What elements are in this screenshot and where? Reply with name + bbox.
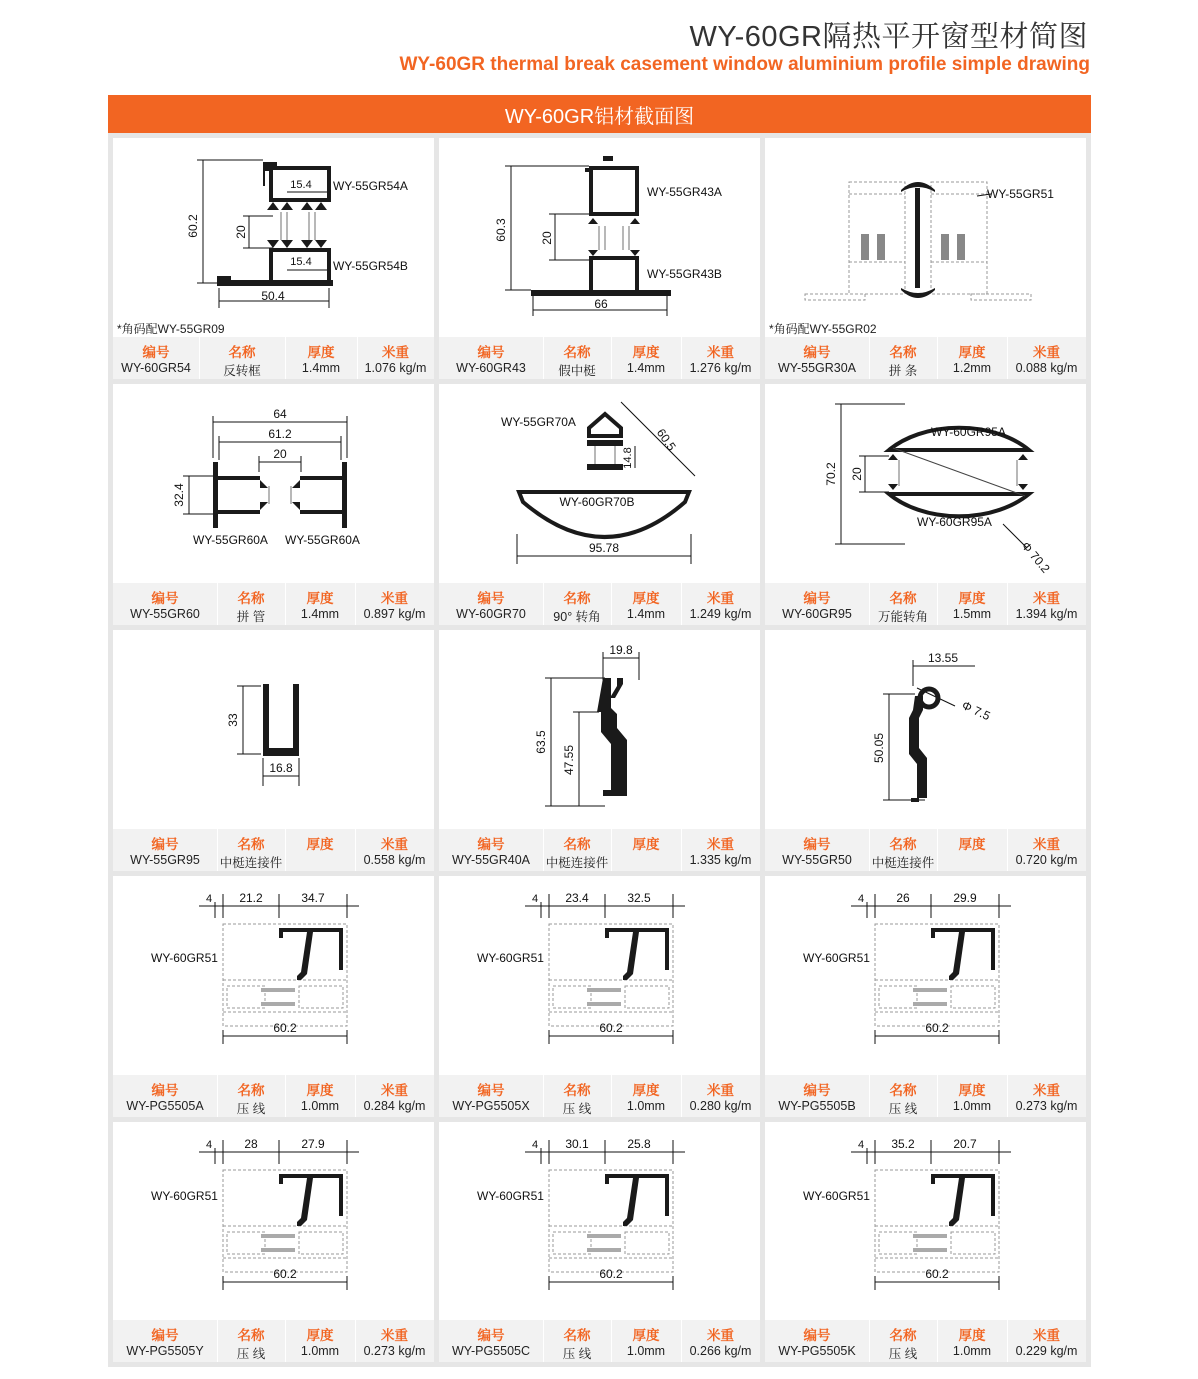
value-weight: 0.280 kg/m <box>689 1099 752 1113</box>
value-code: WY-60GR54 <box>121 361 191 375</box>
value-thickness: 1.2mm <box>952 361 992 375</box>
dim-label: 4 <box>857 1139 865 1151</box>
header-thickness: 厚度 <box>958 837 986 852</box>
part-label: WY-55GR70A <box>501 415 576 429</box>
value-code: WY-55GR95 <box>130 853 200 867</box>
value-weight: 0.284 kg/m <box>363 1099 426 1113</box>
header-thickness: 厚度 <box>307 345 335 360</box>
value-weight: 1.276 kg/m <box>689 361 752 375</box>
header-weight: 米重 <box>381 1328 408 1343</box>
spec-table <box>113 337 434 379</box>
spec-table <box>113 1075 434 1117</box>
header-code: 编号 <box>803 345 831 360</box>
spec-table <box>765 829 1086 871</box>
header-thickness: 厚度 <box>958 591 986 606</box>
dim-label: 66 <box>594 297 608 311</box>
value-weight: 0.897 kg/m <box>363 607 426 621</box>
dim-label: 15.4 <box>290 179 312 191</box>
dim-label: 26 <box>896 891 910 905</box>
header-code: 编号 <box>477 1083 505 1098</box>
dim-label: 13.55 <box>927 651 959 665</box>
spec-table <box>439 337 760 379</box>
value-thickness: 1.4mm <box>301 361 341 375</box>
dim-label: 47.55 <box>562 744 576 776</box>
header-weight: 米重 <box>1033 837 1060 852</box>
header-code: 编号 <box>151 1083 179 1098</box>
header-weight: 米重 <box>1033 345 1060 360</box>
page-subtitle: WY-60GR thermal break casement window aluminium profile simple drawing <box>399 54 1090 75</box>
value-name: 拼 管 <box>236 610 266 624</box>
dim-label: 50.4 <box>261 289 285 303</box>
dim-label: 64 <box>273 407 287 421</box>
dim-label: Φ 70.2 <box>1018 538 1053 576</box>
value-thickness: 1.5mm <box>952 607 992 621</box>
header-code: 编号 <box>477 837 505 852</box>
dim-label: 20 <box>540 231 554 245</box>
value-code: WY-PG5505X <box>452 1099 530 1113</box>
header-weight: 米重 <box>381 591 408 606</box>
part-label: WY-55GR54B <box>333 259 408 273</box>
dim-label: 60.2 <box>599 1021 623 1035</box>
header-weight: 米重 <box>707 1328 734 1343</box>
dim-label: Φ 7.5 <box>959 698 993 724</box>
value-name: 压 线 <box>562 1347 592 1361</box>
dim-label: 14.8 <box>622 447 634 469</box>
part-label: WY-55GR43B <box>647 267 722 281</box>
header-thickness: 厚度 <box>958 1083 986 1098</box>
page-title: WY-60GR隔热平开窗型材简图 <box>689 21 1088 53</box>
header-name: 名称 <box>563 837 591 852</box>
dim-label: 60.2 <box>273 1267 297 1281</box>
dim-label: 25.8 <box>627 1137 651 1151</box>
dim-label: 4 <box>531 1139 539 1151</box>
value-name: 中梃连接件 <box>219 856 283 870</box>
header-code: 编号 <box>151 837 179 852</box>
header-name: 名称 <box>237 1083 265 1098</box>
spec-table <box>113 829 434 871</box>
profile-card <box>765 630 1086 871</box>
header-code: 编号 <box>477 591 505 606</box>
value-weight: 0.558 kg/m <box>363 853 426 867</box>
profile-card <box>113 138 434 379</box>
part-label: WY-60GR51 <box>803 1189 870 1203</box>
value-name: 压 线 <box>888 1347 918 1361</box>
value-thickness: 1.0mm <box>300 1099 340 1113</box>
part-label: WY-55GR43A <box>647 185 722 199</box>
header-thickness: 厚度 <box>632 837 660 852</box>
header-weight: 米重 <box>1033 591 1060 606</box>
profile-card <box>439 1122 760 1362</box>
header-thickness: 厚度 <box>632 345 660 360</box>
dim-label: 20.7 <box>953 1137 977 1151</box>
value-code: WY-55GR40A <box>451 853 531 867</box>
header-name: 名称 <box>237 591 265 606</box>
section-banner: WY-60GR铝材截面图 <box>108 95 1091 133</box>
header-weight: 米重 <box>707 591 734 606</box>
header-name: 名称 <box>889 1083 917 1098</box>
header-thickness: 厚度 <box>958 345 986 360</box>
dim-label: 60.3 <box>494 218 508 242</box>
dim-label: 70.2 <box>824 462 838 486</box>
dim-label: 60.2 <box>273 1021 297 1035</box>
value-name: 中梃连接件 <box>871 856 935 870</box>
dim-label: 35.2 <box>891 1137 915 1151</box>
value-name: 90° 转角 <box>553 610 601 624</box>
corner-note: *角码配WY-55GR02 <box>769 322 877 336</box>
value-thickness: 1.0mm <box>952 1099 992 1113</box>
dim-label: 4 <box>531 893 539 905</box>
header-code: 编号 <box>803 1328 831 1343</box>
part-label: WY-60GR51 <box>151 951 218 965</box>
header-name: 名称 <box>563 1328 591 1343</box>
value-name: 万能转角 <box>877 610 928 624</box>
profile-card <box>113 630 434 871</box>
value-code: WY-55GR50 <box>782 853 852 867</box>
header-name: 名称 <box>237 1328 265 1343</box>
value-weight: 1.394 kg/m <box>1015 607 1078 621</box>
dim-label: 60.2 <box>925 1267 949 1281</box>
header-code: 编号 <box>477 345 505 360</box>
dim-label: 16.8 <box>269 761 293 775</box>
spec-table <box>765 1320 1086 1362</box>
value-code: WY-55GR30A <box>777 361 857 375</box>
dim-label: 60.2 <box>599 1267 623 1281</box>
value-name: 反转框 <box>223 364 261 378</box>
value-weight: 0.088 kg/m <box>1015 361 1078 375</box>
dim-label: 60.2 <box>186 214 200 238</box>
spec-table <box>113 583 434 625</box>
value-name: 中梃连接件 <box>545 856 609 870</box>
value-code: WY-55GR60 <box>130 607 200 621</box>
profile-grid <box>108 133 1091 1367</box>
part-label: WY-55GR60A <box>285 533 360 547</box>
part-label: WY-60GR51 <box>477 1189 544 1203</box>
dim-label: 32.4 <box>172 483 186 507</box>
value-weight: 1.076 kg/m <box>364 361 427 375</box>
header-name: 名称 <box>228 345 256 360</box>
dim-label: 4 <box>205 893 213 905</box>
part-label: WY-60GR51 <box>803 951 870 965</box>
dim-label: 23.4 <box>565 891 589 905</box>
spec-table <box>765 1075 1086 1117</box>
header-name: 名称 <box>563 591 591 606</box>
value-name: 压 线 <box>236 1347 266 1361</box>
dim-label: 61.2 <box>268 427 292 441</box>
header-name: 名称 <box>889 837 917 852</box>
value-name: 拼 条 <box>888 364 918 378</box>
value-thickness: 1.0mm <box>626 1344 666 1358</box>
value-name: 假中梃 <box>558 364 596 378</box>
profile-card <box>765 138 1086 379</box>
value-weight: 0.720 kg/m <box>1015 853 1078 867</box>
header-thickness: 厚度 <box>632 1328 660 1343</box>
header-thickness: 厚度 <box>306 1328 334 1343</box>
part-label: WY-60GR95A <box>931 425 1006 439</box>
dim-label: 20 <box>234 225 248 239</box>
part-label: WY-60GR70B <box>559 495 635 509</box>
spec-table <box>439 583 760 625</box>
header-thickness: 厚度 <box>306 591 334 606</box>
header-code: 编号 <box>803 591 831 606</box>
header-name: 名称 <box>889 1328 917 1343</box>
profile-card <box>113 384 434 625</box>
value-code: WY-PG5505B <box>778 1099 856 1113</box>
profile-card <box>113 1122 434 1362</box>
header-code: 编号 <box>151 1328 179 1343</box>
header-name: 名称 <box>563 1083 591 1098</box>
profile-card <box>765 384 1086 625</box>
profile-card <box>765 876 1086 1117</box>
header-thickness: 厚度 <box>632 591 660 606</box>
header-weight: 米重 <box>707 345 734 360</box>
profile-card <box>439 876 760 1117</box>
header-code: 编号 <box>142 345 170 360</box>
header-code: 编号 <box>803 1083 831 1098</box>
value-thickness: 1.4mm <box>626 607 666 621</box>
value-name: 压 线 <box>888 1102 918 1116</box>
header-name: 名称 <box>563 345 591 360</box>
value-thickness: 1.0mm <box>300 1344 340 1358</box>
header-name: 名称 <box>889 345 917 360</box>
dim-label: 95.78 <box>588 541 620 555</box>
dim-label: 20 <box>850 467 864 481</box>
profile-card <box>765 1122 1086 1362</box>
value-name: 压 线 <box>236 1102 266 1116</box>
part-label: WY-55GR51 <box>987 187 1054 201</box>
dim-label: 32.5 <box>627 891 651 905</box>
dim-label: 34.7 <box>301 891 325 905</box>
dim-label: 28 <box>244 1137 258 1151</box>
spec-table <box>439 1320 760 1362</box>
profile-card <box>439 138 760 379</box>
value-thickness: 1.4mm <box>300 607 340 621</box>
dim-label: 50.05 <box>872 732 886 764</box>
dim-label: 4 <box>857 893 865 905</box>
value-thickness: 1.4mm <box>626 361 666 375</box>
value-weight: 0.273 kg/m <box>1015 1099 1078 1113</box>
value-thickness: 1.0mm <box>952 1344 992 1358</box>
dim-label: 20 <box>273 447 287 461</box>
header-weight: 米重 <box>382 345 409 360</box>
dim-label: 63.5 <box>534 730 548 754</box>
dim-label: 4 <box>205 1139 213 1151</box>
dim-label: 60.5 <box>653 426 679 454</box>
corner-note: *角码配WY-55GR09 <box>117 322 225 336</box>
spec-table <box>439 829 760 871</box>
part-label: WY-60GR51 <box>477 951 544 965</box>
value-code: WY-PG5505K <box>778 1344 856 1358</box>
part-label: WY-55GR54A <box>333 179 408 193</box>
value-code: WY-60GR70 <box>456 607 526 621</box>
header-code: 编号 <box>151 591 179 606</box>
header-name: 名称 <box>237 837 265 852</box>
part-label: WY-55GR60A <box>193 533 268 547</box>
value-weight: 0.273 kg/m <box>363 1344 426 1358</box>
value-weight: 1.249 kg/m <box>689 607 752 621</box>
header-thickness: 厚度 <box>632 1083 660 1098</box>
header-weight: 米重 <box>1033 1083 1060 1098</box>
header-code: 编号 <box>803 837 831 852</box>
header-code: 编号 <box>477 1328 505 1343</box>
header-thickness: 厚度 <box>958 1328 986 1343</box>
value-thickness: 1.0mm <box>626 1099 666 1113</box>
header-weight: 米重 <box>381 837 408 852</box>
dim-label: 27.9 <box>301 1137 325 1151</box>
spec-table <box>439 1075 760 1117</box>
profile-card <box>113 876 434 1117</box>
value-weight: 0.229 kg/m <box>1015 1344 1078 1358</box>
dim-label: 33 <box>226 713 240 727</box>
spec-table <box>113 1320 434 1362</box>
value-code: WY-PG5505Y <box>126 1344 204 1358</box>
spec-table <box>765 583 1086 625</box>
profile-card <box>439 384 760 625</box>
dim-label: 15.4 <box>290 256 312 268</box>
header-weight: 米重 <box>707 837 734 852</box>
part-label: WY-60GR95A <box>917 515 992 529</box>
dim-label: 29.9 <box>953 891 977 905</box>
value-weight: 0.266 kg/m <box>689 1344 752 1358</box>
dim-label: 60.2 <box>925 1021 949 1035</box>
value-code: WY-PG5505A <box>126 1099 204 1113</box>
dim-label: 21.2 <box>239 891 263 905</box>
value-code: WY-60GR43 <box>456 361 526 375</box>
header-thickness: 厚度 <box>306 837 334 852</box>
dim-label: 19.8 <box>609 643 633 657</box>
header-name: 名称 <box>889 591 917 606</box>
spec-table <box>765 337 1086 379</box>
header-weight: 米重 <box>381 1083 408 1098</box>
profile-card <box>439 630 760 871</box>
value-code: WY-PG5505C <box>451 1344 531 1358</box>
header-weight: 米重 <box>707 1083 734 1098</box>
value-name: 压 线 <box>562 1102 592 1116</box>
value-code: WY-60GR95 <box>782 607 852 621</box>
header-thickness: 厚度 <box>306 1083 334 1098</box>
dim-label: 30.1 <box>565 1137 589 1151</box>
header-weight: 米重 <box>1033 1328 1060 1343</box>
value-weight: 1.335 kg/m <box>689 853 752 867</box>
part-label: WY-60GR51 <box>151 1189 218 1203</box>
